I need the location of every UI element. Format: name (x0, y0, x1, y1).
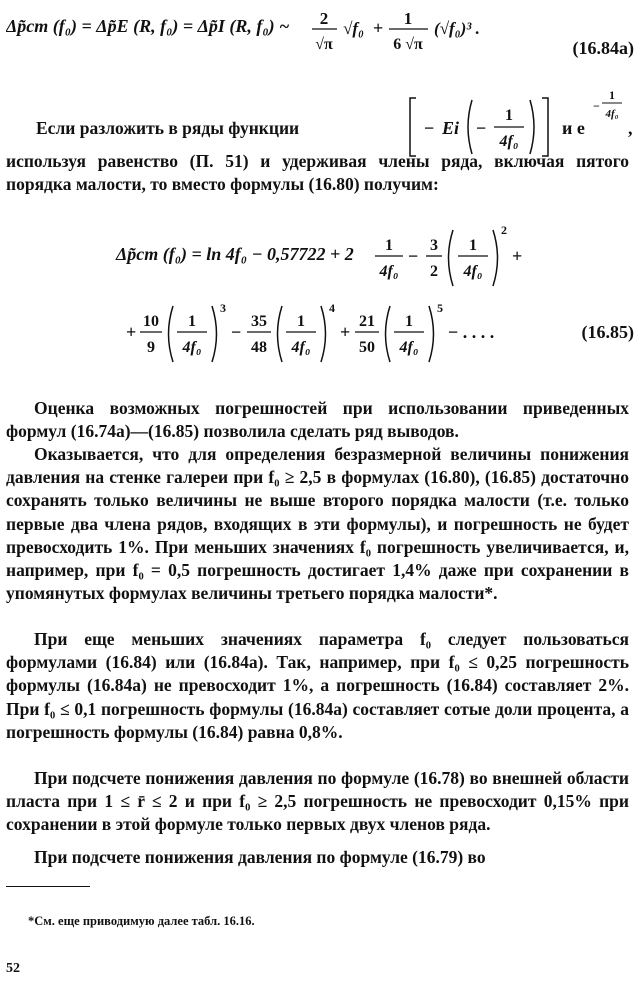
inner-minus: − (476, 118, 487, 138)
eq-16-85-c1-num: 10 (143, 313, 159, 330)
eq-16-85-exp2: 2 (501, 223, 507, 237)
eq-16-84a-frac1-num: 2 (319, 9, 329, 28)
intro-text: Если разложить в ряды функции (36, 118, 300, 138)
exp-minus: − (593, 99, 600, 113)
eq-16-85-c3-num: 21 (359, 313, 375, 330)
after-expr-paragraph: используя равенство (П. 51) и удерживая члены ряда, включая пятого порядка малости, то вместо формулы (16.80) получим: (6, 151, 629, 195)
eq-16-85-inner1-den: 4f₀ (463, 263, 483, 280)
eq-16-85-plus1: + (512, 246, 523, 266)
bracket-minus: − (424, 118, 435, 138)
eq-16-84a-frac2-den: 6 √π (393, 36, 423, 53)
eq-16-84a-frac2-num: 1 (403, 9, 413, 28)
eq-16-84a-sqrt-f0: √f₀ (343, 19, 364, 38)
eq-16-85-plus2: + (126, 322, 137, 342)
eq-16-85-inner1-num: 1 (469, 237, 477, 254)
eq-16-85-exp5: 5 (437, 301, 443, 315)
equation-16-85-svg (6, 220, 637, 380)
ei-func: Ei (442, 118, 460, 138)
exp-den: 4f₀ (605, 108, 619, 120)
eq-16-84a-frac1-den: √π (315, 36, 333, 53)
eq-16-85-t1-den: 4f₀ (379, 263, 399, 280)
equation-16-85 (6, 220, 637, 380)
eq-16-84a-tail: (√f₀)³ . (434, 19, 480, 38)
eq-16-85-inner2-num: 1 (188, 313, 196, 330)
comma: , (628, 118, 633, 138)
equation-16-84a-svg (6, 4, 637, 62)
eq-16-84a-plus: + (373, 18, 384, 38)
eq-16-85-c3-den: 50 (359, 339, 375, 356)
eq-16-85-inner4-den: 4f₀ (399, 339, 419, 356)
eq-16-85-plus3: + (340, 322, 351, 342)
and-e: и e (562, 118, 585, 138)
eq-16-85-c1-den: 9 (147, 339, 155, 356)
footnote: *См. еще приводимую далее табл. 16.16. (28, 914, 255, 928)
eq-16-85-t2-num: 3 (430, 237, 438, 254)
eq-16-85-number: (16.85) (581, 322, 634, 342)
eq-16-85-inner3-num: 1 (297, 313, 305, 330)
eq-16-85-minus1: − (408, 246, 419, 266)
inner-frac-den: 4f₀ (499, 133, 519, 150)
eq-16-85-lhs: Δp̃ст (f₀) = ln 4f₀ − 0,57722 + 2 (116, 244, 354, 264)
eq-16-84a-number: (16.84а) (572, 38, 634, 58)
eq-16-85-exp3: 3 (220, 301, 226, 315)
eq-16-85-inner3-den: 4f₀ (291, 339, 311, 356)
exp-num: 1 (609, 88, 615, 102)
eq-16-85-inner2-den: 4f₀ (182, 339, 202, 356)
paragraph-5: При подсчете понижения давления по формуле (16.79) во (34, 847, 486, 867)
paragraph-2: Оказывается, что для определения безразмерной величины понижения давления на стенке галереи при f₀ ≥ 2,5 в формулах (16.80), (16.85) достаточно сохранять только величины не выше второго порядка малости (т.е. только первые два члена рядов, входящих в эти формулы), и погрешность не будет превосходить 1%. При меньших значениях f₀ погрешность увеличивается, и, например, при f₀ = 0,5 погрешность достигает 1,4% даже при сохранении в упомянутых формулах величины третьего порядка малости*. (6, 444, 629, 604)
eq-16-85-inner4-num: 1 (405, 313, 413, 330)
page-number: 52 (6, 961, 20, 976)
eq-16-85-c2-den: 48 (251, 339, 267, 356)
eq-16-85-exp4: 4 (329, 301, 335, 315)
paragraph-1: Оценка возможных погрешностей при использовании приведенных формул (16.74а)—(16.85) позволила сделать ряд выводов. (6, 398, 629, 442)
eq-16-85-t1-num: 1 (385, 237, 393, 254)
eq-16-85-c2-num: 35 (251, 313, 267, 330)
paragraph-4: При подсчете понижения давления по формуле (16.78) во внешней области пласта при 1 ≤ r̄ ≤ 2 и при f₀ ≥ 2,5 погрешность не превосходит 0,15% при сохранении в этой формуле только первых двух членов ряда. (6, 768, 629, 835)
eq-16-85-minus2: − (231, 322, 242, 342)
footnote-rule (6, 886, 90, 887)
paragraph-3: При еще меньших значениях параметра f₀ следует пользоваться формулами (16.84) или (16.84а). Так, например, при f₀ ≤ 0,25 погрешность формулы (16.84а) не превосходит 1%, а погрешность (16.84) составляет 2%. При f₀ ≤ 0,1 погрешность формулы (16.84а) составляет сотые доли процента, а погрешность формулы (16.84) равна 0,8%. (6, 629, 629, 742)
eq-16-85-t2-den: 2 (430, 263, 438, 280)
eq-16-84a-lhs: Δp̃ст (f₀) = Δp̃E (R, f₀) = Δp̃I (R, f₀) ~ (6, 16, 290, 36)
eq-16-85-tail: − . . . . (448, 322, 495, 342)
equation-16-84a (6, 4, 637, 62)
inner-frac-num: 1 (505, 107, 513, 124)
